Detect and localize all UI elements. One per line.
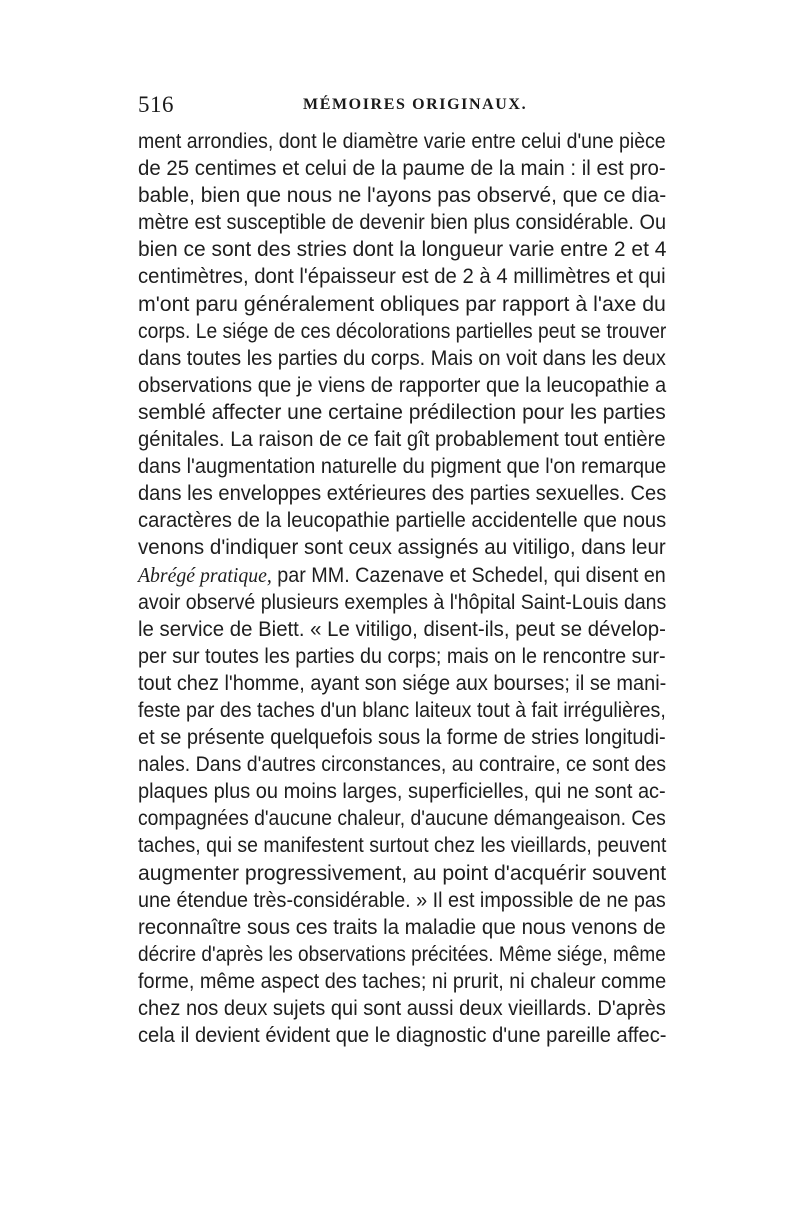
text-line: compagnées d'aucune chaleur, d'aucune démangeaison. Ces — [138, 806, 666, 831]
text-line: le service de Biett. « Le vitiligo, disent-ils, peut se dévelop- — [138, 616, 666, 641]
text-line: corps. Le siége de ces décolorations partielles peut se trouver — [138, 318, 667, 343]
text-line: plaques plus ou moins larges, superficielles, qui ne sont ac- — [138, 779, 666, 804]
text-line: dans toutes les parties du corps. Mais on voit dans les deux — [138, 345, 666, 370]
text-line: observations que je viens de rapporter que la leucopathie a — [138, 372, 667, 397]
text-line: décrire d'après les observations précitées. Même siége, même — [138, 941, 666, 966]
text-line: mètre est susceptible de devenir bien plus considérable. Ou — [138, 210, 667, 235]
text-line: dans les enveloppes extérieures des parties sexuelles. Ces — [138, 481, 667, 506]
page-number: 516 — [138, 92, 174, 117]
text-line: avoir observé plusieurs exemples à l'hôpital Saint-Louis dans — [138, 589, 667, 614]
book-title-italic: Abrégé pratique, — [138, 562, 272, 587]
text-line: augmenter progressivement, au point d'acquérir souvent — [138, 860, 667, 885]
text-line: reconnaître sous ces traits la maladie que nous venons de — [138, 914, 666, 939]
text-line: et se présente quelquefois sous la forme de stries longitudi- — [138, 725, 666, 750]
text-line: venons d'indiquer sont ceux assignés au vitiligo, dans leur — [138, 535, 666, 560]
text-line: bien ce sont des stries dont la longueur varie entre 2 et 4 — [138, 237, 667, 262]
text-line: ment arrondies, dont le diamètre varie entre celui d'une pièce — [138, 129, 666, 153]
text-line: centimètres, dont l'épaisseur est de 2 à 4 millimètres et qui — [138, 264, 666, 289]
text-line: semblé affecter une certaine prédilection pour les parties — [138, 399, 666, 424]
text-line: génitales. La raison de ce fait gît probablement tout entière — [138, 427, 666, 452]
text-line: forme, même aspect des taches; ni prurit, ni chaleur comme — [138, 968, 667, 993]
text-line-with-italic-title — [138, 562, 666, 589]
text-line: caractères de la leucopathie partielle accidentelle que nous — [138, 508, 667, 533]
text-line: une étendue très-considérable. » Il est impossible de ne pas — [138, 887, 666, 912]
running-head — [138, 92, 666, 118]
running-title: MÉMOIRES ORIGINAUX. — [303, 96, 528, 113]
text-line: feste par des taches d'un blanc laiteux tout à fait irrégulières, — [138, 697, 666, 722]
body-text — [138, 128, 666, 1049]
text-line: taches, qui se manifestent surtout chez les vieillards, peuvent — [138, 833, 667, 858]
text-line-rest: par MM. Cazenave et Schedel, qui disent en — [271, 562, 666, 587]
text-line: nales. Dans d'autres circonstances, au contraire, ce sont des — [138, 752, 667, 777]
text-line: cela il devient évident que le diagnostic d'une pareille affec- — [138, 1023, 667, 1048]
text-line: tout chez l'homme, ayant son siége aux bourses; il se mani- — [138, 670, 667, 695]
text-line: m'ont paru généralement obliques par rapport à l'axe du — [138, 291, 666, 316]
text-line: chez nos deux sujets qui sont aussi deux vieillards. D'après — [138, 996, 666, 1020]
text-line: dans l'augmentation naturelle du pigment que l'on remarque — [138, 454, 667, 479]
text-line: de 25 centimes et celui de la paume de la main : il est pro- — [138, 156, 666, 181]
text-line: per sur toutes les parties du corps; mais on le rencontre sur- — [138, 643, 666, 668]
text-line: bable, bien que nous ne l'ayons pas observé, que ce dia- — [138, 183, 667, 208]
